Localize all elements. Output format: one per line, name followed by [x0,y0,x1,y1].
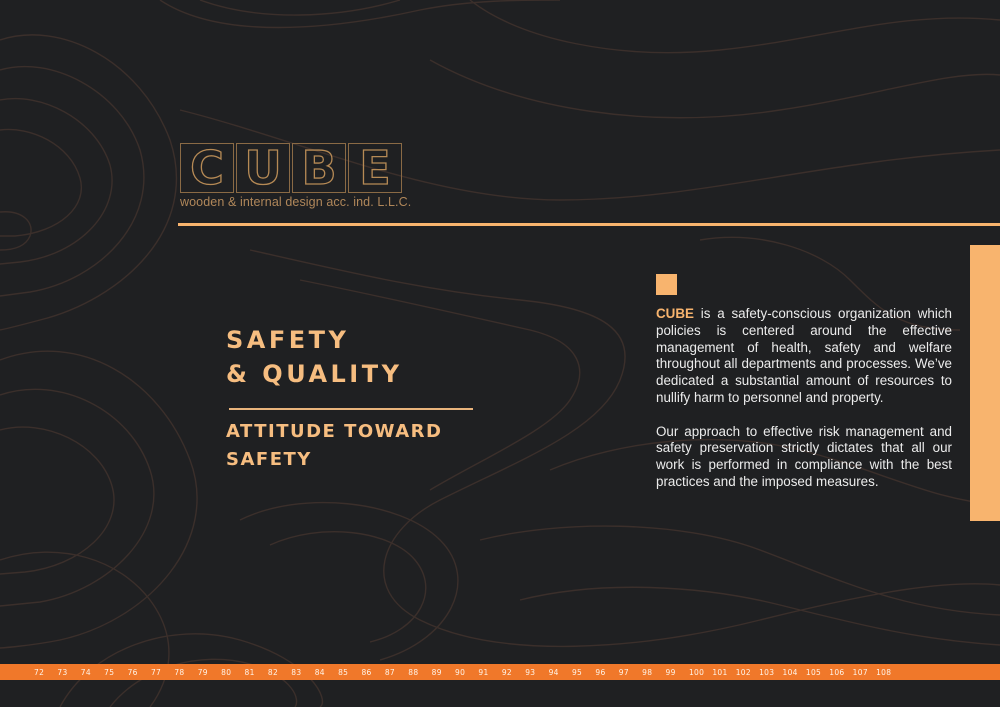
page-number: 82 [267,667,279,677]
page-number: 98 [642,667,653,677]
side-accent-bar [970,245,1000,521]
logo-wordmark [180,143,411,193]
subtitle-line-1: ATTITUDE TOWARD [226,421,443,442]
page-number: 74 [80,667,91,677]
page-number: 84 [314,667,325,677]
page-number: 78 [174,667,185,677]
accent-square [656,274,677,295]
subtitle-line-2: SAFETY [226,449,312,470]
page-number: 92 [501,667,512,677]
page-number: 101 [712,667,728,677]
page-number: 95 [571,667,583,677]
page-number: 88 [408,667,419,677]
page-number: 83 [291,667,302,677]
body-paragraph-2: Our approach to effective risk management and safety preservation strictly dictates that all our work is performed in compliance with the best practices and the imposed measures. [656,423,952,489]
page-number: 85 [338,667,349,677]
logo-letter: B [292,143,346,193]
page-number: 86 [361,667,372,677]
page-number: 79 [197,667,208,677]
page-number: 93 [525,667,536,677]
page-number-strip [0,664,1000,680]
page-number: 103 [759,667,775,677]
logo-letter: U [236,143,290,193]
title-line-2: & QUALITY [226,360,403,388]
header-divider [178,223,1000,226]
page-number: 97 [618,667,629,677]
section-subtitle [226,418,442,474]
logo-letter: C [180,143,234,193]
logo-letter: E [348,143,402,193]
logo-tagline: wooden & internal design acc. ind. L.L.C. [180,195,412,209]
page-number: 77 [150,667,162,677]
body-paragraph-1 [656,306,952,407]
page-number: 107 [852,667,868,677]
page-number: 81 [244,667,255,677]
page-number: 89 [431,667,442,677]
page-number: 73 [57,667,68,677]
page-number: 99 [665,667,676,677]
title-divider [229,408,473,410]
page-number: 96 [595,667,606,677]
brand-name: CUBE [656,306,694,321]
cube-logo [180,143,411,209]
page-number: 108 [876,667,892,677]
page-number: 80 [221,667,232,677]
section-title [226,323,402,391]
page-number: 106 [829,667,845,677]
page-number: 102 [735,667,751,677]
page-number: 91 [478,667,489,677]
page-number: 87 [384,667,396,677]
page-number: 104 [782,667,798,677]
page-number: 100 [688,667,705,677]
page-number: 94 [548,667,559,677]
page-number: 76 [127,667,138,677]
page-number: 90 [455,667,466,677]
paragraph-1-text: is a safety-conscious organization which policies is centered around the effective management of health, safety and welfare throughout all departments and processes. We’ve dedicated a substantial amount of resources to nullify harm to personnel and property. [656,306,952,405]
page-number: 72 [34,667,45,677]
page-number: 105 [805,667,822,677]
page-number: 75 [104,667,115,677]
title-line-1: SAFETY [226,326,350,354]
body-copy [656,306,952,508]
